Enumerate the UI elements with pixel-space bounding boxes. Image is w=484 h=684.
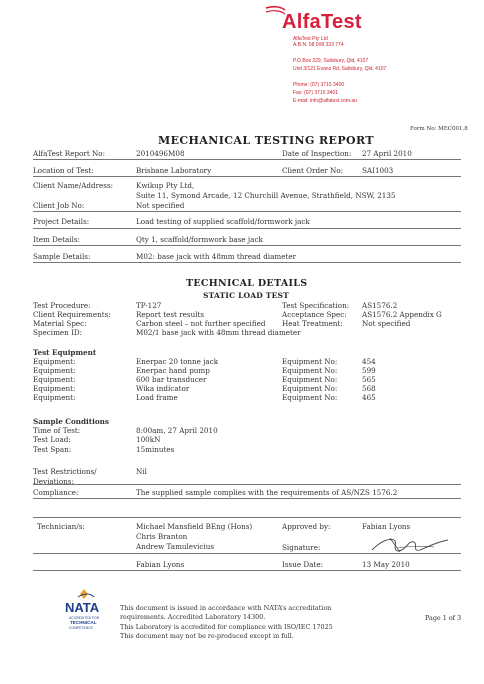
- technician-name: Fabian Lyons: [136, 560, 185, 569]
- equipment-no-label: Equipment No:: [282, 393, 338, 402]
- equipment-no: 599: [362, 366, 376, 375]
- specimen-label: Specimen ID:: [33, 328, 83, 337]
- technicians-label: Technician/s:: [37, 522, 85, 531]
- po-box: P.O.Box 229, Salisbury, Qld, 4107: [293, 58, 369, 64]
- client-order-value: SAI1003: [362, 166, 394, 175]
- equipment-no-label: Equipment No:: [282, 357, 338, 366]
- equipment-label: Equipment:: [33, 384, 76, 393]
- equipment-label: Equipment:: [33, 366, 76, 375]
- divider: [33, 517, 461, 518]
- specimen-value: M02/1 base jack with 48mm thread diameter: [136, 328, 301, 337]
- divider: [33, 498, 461, 499]
- footer-note: This Laboratory is accredited for compliance with ISO/IEC 17025: [120, 623, 333, 631]
- material-label: Material Spec:: [33, 319, 87, 328]
- page-number: Page 1 of 3: [425, 614, 462, 622]
- company-name: AlfaTest Pty Ltd: [293, 36, 328, 42]
- company-logo: AlfaTest: [282, 11, 362, 33]
- project-label: Project Details:: [33, 217, 90, 226]
- approved-value: Fabian Lyons: [362, 522, 411, 531]
- acceptance-label: Acceptance Spec:: [282, 310, 347, 319]
- static-load-test-subtitle: STATIC LOAD TEST: [203, 291, 289, 300]
- divider: [33, 570, 461, 571]
- client-name: Kwikup Pty Ltd,: [136, 181, 195, 190]
- footer-note: requirements. Accredited Laboratory 14300.: [120, 613, 266, 621]
- span-value: 15minutes: [136, 445, 175, 454]
- location-label: Location of Test:: [33, 166, 94, 175]
- span-label: Test Span:: [33, 445, 72, 454]
- equipment-label: Equipment:: [33, 375, 76, 384]
- form-number: Form No: MEC001.8: [410, 126, 468, 132]
- nata-text: NATA: [65, 600, 100, 615]
- nata-caption: COMPETENCE: [69, 626, 93, 630]
- divider: [33, 228, 461, 229]
- time-label: Time of Test:: [33, 426, 81, 435]
- technician-name: Chris Branton: [136, 532, 188, 541]
- heat-label: Heat Treatment:: [282, 319, 343, 328]
- footer-note: This document may not be re-produced except in full.: [120, 632, 294, 640]
- divider: [33, 553, 461, 554]
- client-order-label: Client Order No:: [282, 166, 344, 175]
- divider: [33, 211, 461, 212]
- item-label: Item Details:: [33, 235, 80, 244]
- issue-date-value: 13 May 2010: [362, 560, 410, 569]
- test-procedure-value: TP-127: [136, 301, 162, 310]
- client-job-value: Not specified: [136, 201, 185, 210]
- date-inspection-label: Date of Inspection:: [282, 149, 352, 158]
- equipment-no: 568: [362, 384, 376, 393]
- company-abn: A.B.N. 58 008 333 774: [293, 42, 344, 48]
- divider: [33, 484, 461, 485]
- heat-value: Not specified: [362, 319, 411, 328]
- equipment-label: Equipment:: [33, 357, 76, 366]
- deviations-label: Deviations:: [33, 477, 74, 486]
- client-address: Suite 11, Symond Arcade, 12 Churchill Avenue, Strathfield, NSW, 2135: [136, 191, 396, 200]
- equipment-name: 600 bar transducer: [136, 375, 207, 384]
- equipment-no: 565: [362, 375, 376, 384]
- nata-caption: TECHNICAL: [70, 620, 97, 625]
- approved-label: Approved by:: [282, 522, 331, 531]
- test-equipment-heading: Test Equipment: [33, 348, 97, 357]
- test-spec-value: AS1576.2: [362, 301, 398, 310]
- restrictions-value: Nil: [136, 467, 147, 476]
- equipment-no-label: Equipment No:: [282, 375, 338, 384]
- equipment-no-label: Equipment No:: [282, 366, 338, 375]
- sample-conditions-heading: Sample Conditions: [33, 417, 109, 426]
- date-inspection-value: 27 April 2010: [362, 149, 412, 158]
- location-value: Brisbane Laboratory: [136, 166, 212, 175]
- sample-label: Sample Details:: [33, 252, 91, 261]
- signature-label: Signature:: [282, 543, 321, 552]
- technician-name: Michael Mansfield BEng (Hons): [136, 522, 253, 531]
- divider: [33, 245, 461, 246]
- acceptance-value: AS1576.2 Appendix G: [362, 310, 442, 319]
- footer-note: This document is issued in accordance with NATA’s accreditation: [120, 604, 332, 612]
- project-value: Load testing of supplied scaffold/formwork jack: [136, 217, 310, 226]
- time-value: 8:00am, 27 April 2010: [136, 426, 218, 435]
- restrictions-label: Test Restrictions/: [33, 467, 97, 476]
- equipment-no: 465: [362, 393, 376, 402]
- sample-value: M02: base jack with 48mm thread diameter: [136, 252, 297, 261]
- report-no-value: 2010496M08: [136, 149, 185, 158]
- issue-date-label: Issue Date:: [282, 560, 323, 569]
- report-title: MECHANICAL TESTING REPORT: [158, 134, 374, 147]
- client-req-label: Client Requirements:: [33, 310, 111, 319]
- divider: [33, 262, 461, 263]
- item-value: Qty 1, scaffold/formwork base jack: [136, 235, 263, 244]
- client-label: Client Name/Address:: [33, 181, 114, 190]
- test-procedure-label: Test Procedure:: [33, 301, 91, 310]
- equipment-name: Enerpac hand pump: [136, 366, 210, 375]
- report-no-label: AlfaTest Report No:: [33, 149, 106, 158]
- equipment-name: Wika indicator: [136, 384, 190, 393]
- client-job-label: Client Job No:: [33, 201, 85, 210]
- divider: [33, 159, 461, 160]
- equipment-no-label: Equipment No:: [282, 384, 338, 393]
- compliance-label: Compliance:: [33, 488, 79, 497]
- divider: [33, 176, 461, 177]
- equipment-name: Enerpac 20 tonne jack: [136, 357, 219, 366]
- client-req-value: Report test results: [136, 310, 205, 319]
- material-value: Carbon steel – not further specified: [136, 319, 266, 328]
- fax: Fax: (07) 3715 3401: [293, 90, 339, 96]
- equipment-no: 454: [362, 357, 376, 366]
- load-label: Test Load:: [33, 435, 71, 444]
- phone: Phone: (07) 3715 3400: [293, 82, 345, 88]
- technical-details-title: TECHNICAL DETAILS: [186, 278, 308, 289]
- test-spec-label: Test Specification:: [282, 301, 350, 310]
- nata-caption: ACCREDITED FOR: [69, 616, 100, 620]
- load-value: 100kN: [136, 435, 161, 444]
- compliance-value: The supplied sample complies with the requirements of AS/NZS 1576.2: [136, 488, 398, 497]
- technician-name: Andrew Tamulevicius: [136, 542, 215, 551]
- equipment-label: Equipment:: [33, 393, 76, 402]
- equipment-name: Load frame: [136, 393, 178, 402]
- street-address: Unit 3/121 Evans Rd, Salisbury, Qld, 4107: [293, 66, 387, 72]
- email: E-mail: info@alfatest.com.au: [293, 98, 357, 104]
